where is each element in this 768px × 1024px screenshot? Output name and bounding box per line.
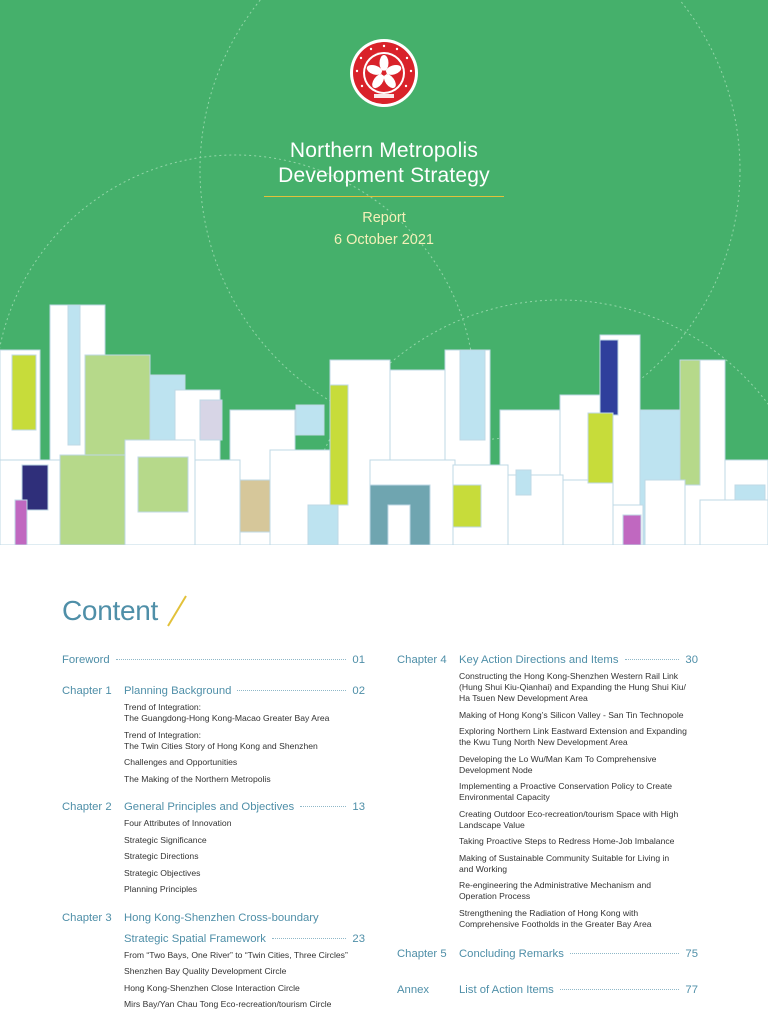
toc-subitem[interactable]: Trend of Integration: [124, 702, 202, 712]
toc-entry-chapter-3[interactable] [62, 909, 365, 927]
toc-chapter-number: Chapter 1 [62, 685, 112, 697]
toc-entry-chapter-3-line-2[interactable] [62, 930, 365, 948]
toc-chapter-number: Annex [397, 984, 430, 996]
toc-subitem[interactable]: Strengthening the Radiation of Hong Kong with Comprehensive Footholds in the Greater Bay Area [459, 907, 652, 929]
toc-entry-title-continued: Strategic Spatial Framework [124, 932, 266, 945]
toc-sublist-chapter-2 [124, 818, 365, 895]
toc-entry-title: Foreword [62, 654, 110, 666]
toc-entry-chapter-4[interactable] [397, 651, 698, 669]
toc-subitem[interactable]: Creating Outdoor Eco-recreation/tourism Space with High Landscape Value [459, 808, 679, 830]
toc-subitem[interactable]: Making of Sustainable Community Suitable for Living in and Working [459, 852, 670, 874]
toc-entry-page: 75 [685, 948, 698, 960]
toc-entry-title: Key Action Directions and Items [459, 654, 619, 666]
toc-chapter-number: Chapter 2 [62, 801, 112, 813]
toc-entry-page: 13 [352, 801, 365, 813]
toc-entry-page: 02 [352, 685, 365, 697]
toc-subitem[interactable]: Trend of Integration: [124, 729, 202, 740]
title-divider [264, 196, 504, 197]
toc-entry-title: Concluding Remarks [459, 948, 564, 960]
toc-entry-title: General Principles and Objectives [124, 801, 295, 813]
cover-title-line-2: Development Strategy [278, 164, 490, 187]
toc-subitem[interactable]: Re-engineering the Administrative Mechanism and Operation Process [459, 880, 652, 901]
toc-subitem[interactable]: Implementing a Proactive Conservation Policy to Create Environmental Capacity [459, 781, 673, 802]
toc-subitem[interactable]: Developing the Lo Wu/Man Kam To Comprehensive Development Node [459, 753, 657, 775]
dotted-leader [237, 690, 346, 691]
contents-heading [62, 594, 188, 628]
toc-subitem[interactable]: Taking Proactive Steps to Redress Home-Job Imbalance [459, 836, 675, 846]
toc-subitem[interactable]: Four Attributes of Innovation [124, 818, 232, 828]
toc-sublist-chapter-4 [459, 671, 698, 930]
toc-subitem[interactable]: Constructing the Hong Kong-Shenzhen Western Rail Link (Hung Shui Kiu-Qianhai) and Expanding the Hung Shui Kiu/ Ha Tsuen New Development Area [459, 671, 686, 703]
toc-subitem[interactable]: From “Two Bays, One River” to “Twin Cities, Three Circles” [124, 949, 348, 960]
dotted-leader [116, 659, 347, 660]
toc-entry-page: 30 [685, 654, 698, 666]
contents-title: Content [62, 595, 158, 626]
toc-subitem[interactable]: Hong Kong-Shenzhen Close Interaction Circle [124, 982, 300, 993]
toc-subitem[interactable]: Planning Principles [124, 884, 198, 894]
toc-subitem[interactable]: Strategic Directions [124, 851, 199, 861]
toc-entry-chapter-2[interactable] [62, 798, 365, 816]
cover-title-line-1: Northern Metropolis [289, 139, 479, 162]
toc-right-column [397, 651, 698, 999]
hksar-emblem-icon [349, 38, 419, 108]
toc-entry-page: 77 [685, 984, 698, 996]
dotted-leader [570, 953, 680, 954]
toc-entry-chapter-5[interactable] [397, 945, 698, 963]
toc-entry-page: 23 [352, 932, 365, 945]
slash-accent-icon [164, 594, 188, 628]
toc-entry-title: Hong Kong-Shenzhen Cross-boundary [124, 911, 319, 924]
dotted-leader [300, 806, 346, 807]
toc-subitem[interactable]: Strategic Significance [124, 834, 207, 845]
toc-subitem[interactable]: Mirs Bay/Yan Chau Tong Eco-recreation/tourism Circle [124, 999, 332, 1009]
toc-entry-annex[interactable] [397, 981, 698, 999]
dotted-leader [272, 938, 347, 939]
cover-title-block [234, 138, 534, 251]
toc-subitem[interactable]: The Making of the Northern Metropolis [124, 773, 271, 784]
report-label: Report [362, 210, 406, 226]
report-date: 6 October 2021 [334, 232, 434, 248]
cityscape-illustration [0, 300, 768, 545]
toc-chapter-number: Chapter 5 [397, 948, 447, 960]
toc-sublist-chapter-3 [124, 950, 365, 1011]
toc-chapter-number: Chapter 4 [397, 654, 447, 666]
toc-chapter-number: Chapter 3 [62, 911, 112, 924]
toc-entry-foreword[interactable] [62, 651, 365, 669]
toc-subitem[interactable]: Shenzhen Bay Quality Development Circle [124, 966, 287, 976]
toc-subitem[interactable]: The Twin Cities Story of Hong Kong and Shenzhen [124, 740, 318, 751]
toc-entry-page: 01 [352, 654, 365, 666]
toc-subitem[interactable]: The Guangdong-Hong Kong-Macao Greater Bay Area [124, 713, 330, 723]
toc-subitem[interactable]: Making of Hong Kong’s Silicon Valley - San Tin Technopole [459, 709, 684, 720]
dotted-leader [625, 659, 680, 660]
toc-subitem[interactable]: Strategic Objectives [124, 867, 201, 878]
toc-entry-chapter-1[interactable] [62, 682, 365, 700]
toc-sublist-chapter-1 [124, 702, 365, 785]
toc-left-column [62, 651, 365, 1016]
toc-entry-title: Planning Background [124, 685, 232, 697]
toc-subitem[interactable]: Challenges and Opportunities [124, 757, 238, 767]
toc-subitem[interactable]: Exploring Northern Link Eastward Extension and Expanding the Kwu Tung North New Development Area [459, 726, 687, 747]
toc-entry-title: List of Action Items [459, 984, 554, 996]
dotted-leader [560, 989, 680, 990]
